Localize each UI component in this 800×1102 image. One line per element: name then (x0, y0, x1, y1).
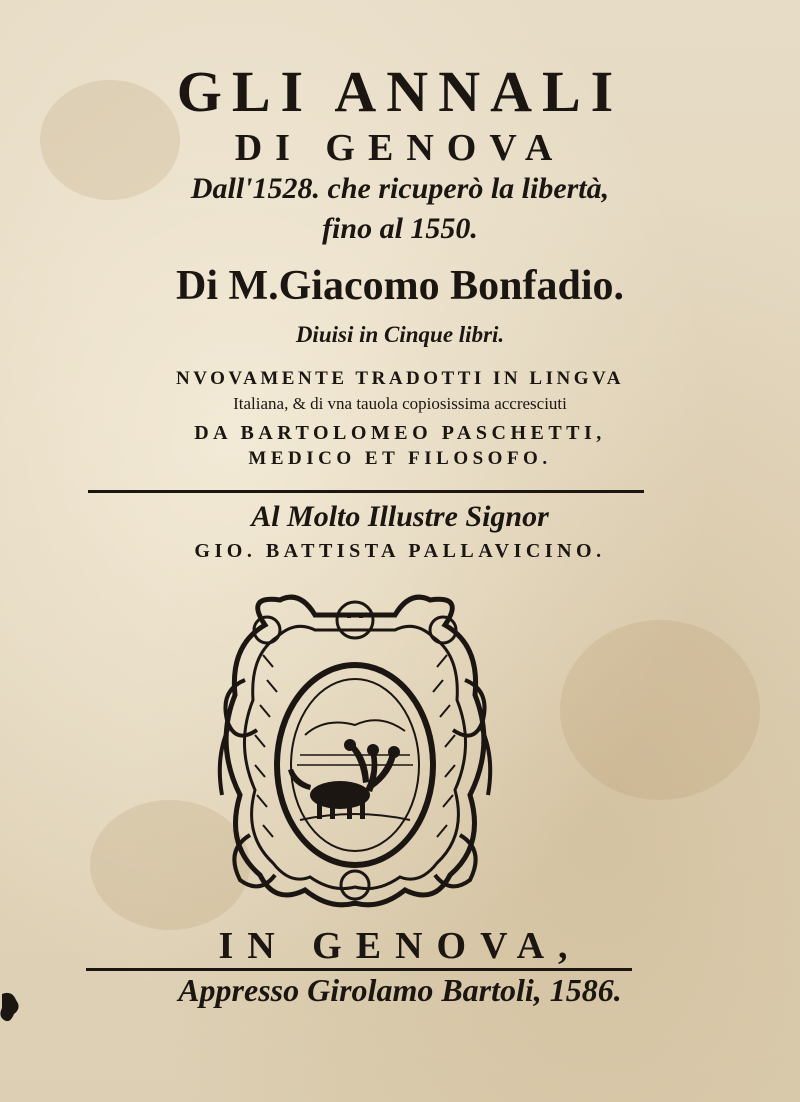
imprint-place: IN GENOVA, (218, 925, 582, 967)
printer-device-woodcut (205, 585, 505, 915)
dedication-line-1: Al Molto Illustre Signor (251, 500, 549, 533)
translator-line-1: DA BARTOLOMEO PASCHETTI, (194, 422, 606, 444)
paper-stain (560, 620, 760, 800)
divider-rule-top (88, 490, 644, 493)
author-line: Di M.Giacomo Bonfadio. (176, 263, 624, 309)
title-line-2: DI GENOVA (234, 127, 566, 169)
translation-line-2: Italiana, & di vna tauola copiosissima accresciuti (233, 394, 567, 413)
subtitle-line-2: fino al 1550. (322, 212, 478, 245)
translator-line-2: MEDICO ET FILOSOFO. (248, 448, 552, 469)
division-line: Diuisi in Cinque libri. (295, 322, 505, 347)
divider-rule-bottom (86, 968, 632, 971)
title-line-1: GLI ANNALI (176, 59, 624, 124)
subtitle-line-1: Dall'1528. che ricuperò la libertà, (190, 172, 610, 205)
dedication-line-2: GIO. BATTISTA PALLAVICINO. (194, 540, 606, 562)
translation-line-1: NVOVAMENTE TRADOTTI IN LINGVA (176, 368, 624, 389)
ink-blot (0, 990, 22, 1024)
imprint-printer: Appresso Girolamo Bartoli, 1586. (178, 972, 622, 1008)
